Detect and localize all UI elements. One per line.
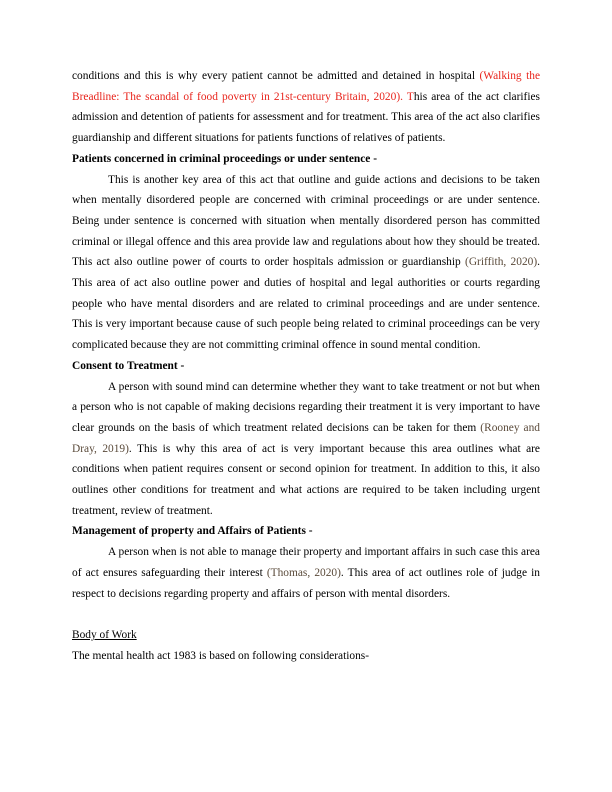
citation: (Rooney and Dray, 2019)	[72, 421, 540, 455]
heading-criminal-proceedings: Patients concerned in criminal proceedings or under sentence -	[72, 152, 377, 165]
paragraph-text: conditions and this is why every patient cannot be admitted and detained in hospital	[72, 70, 480, 82]
paragraph-property-affairs	[72, 542, 540, 604]
paragraph-text: . This area of act also outline power and duties of hospital and legal authorities or courts regarding people who have mental disorders and are related to criminal proceedings and are under sentence. This is very important because cause of such people being related to criminal proceedings can be very complicated because they are not committing criminal offence in sound mental condition.	[72, 256, 540, 352]
paragraph-text: This is another key area of this act that outline and guide actions and decisions to be taken when mentally disordered people are concerned with criminal proceedings or are under sentence. Being under sentence is concerned with situation when mentally disordered person has committed criminal or illegal offence and this area provide law and regulations about how they should be treated. This act also outline power of courts to order hospitals admission or guardianship	[72, 173, 540, 269]
paragraph-text: A person when is not able to manage their property and important affairs in such case this area of act ensures safeguarding their interest	[72, 546, 540, 579]
paragraph-admission	[72, 66, 540, 149]
paragraph-text: . This area of act outlines role of judge in respect to decisions regarding property and affairs of person with mental disorders.	[72, 566, 540, 600]
heading-consent-to-treatment: Consent to Treatment -	[72, 359, 185, 372]
paragraph-consent-to-treatment	[72, 377, 540, 522]
citation-red: (Walking the Breadline: The scandal of food poverty in 21st-century Britain, 2020). T	[72, 70, 540, 103]
paragraph-text: . This is why this area of act is very important because this area outlines what are conditions when patient requires consent or second opinion for treatment. In addition to this, it also outlines other conditions for treatment and what actions are required to be taken including urgent treatment, review of treatment.	[72, 442, 540, 517]
paragraph-considerations: The mental health act 1983 is based on following considerations-	[72, 649, 370, 662]
paragraph-criminal-proceedings	[72, 170, 540, 356]
paragraph-text: A person with sound mind can determine whether they want to take treatment or not but when a person who is not capable of making decisions regarding their treatment it is very important to have clear grounds on the basis of which treatment related decisions can be taken for them	[72, 380, 540, 434]
document-page	[72, 66, 540, 666]
heading-body-of-work	[72, 625, 540, 646]
heading-body-of-work-text: Body of Work	[72, 628, 137, 641]
citation: (Thomas, 2020)	[266, 566, 341, 579]
heading-property-affairs: Management of property and Affairs of Patients -	[72, 525, 313, 538]
citation: (Griffith, 2020)	[465, 256, 538, 269]
paragraph-text: his area of the act clarifies admission and detention of patients for assessment and for treatment. This area of the act also clarifies guardianship and different situations for patients functions of relatives of patients.	[72, 90, 540, 145]
spacer	[72, 604, 540, 625]
